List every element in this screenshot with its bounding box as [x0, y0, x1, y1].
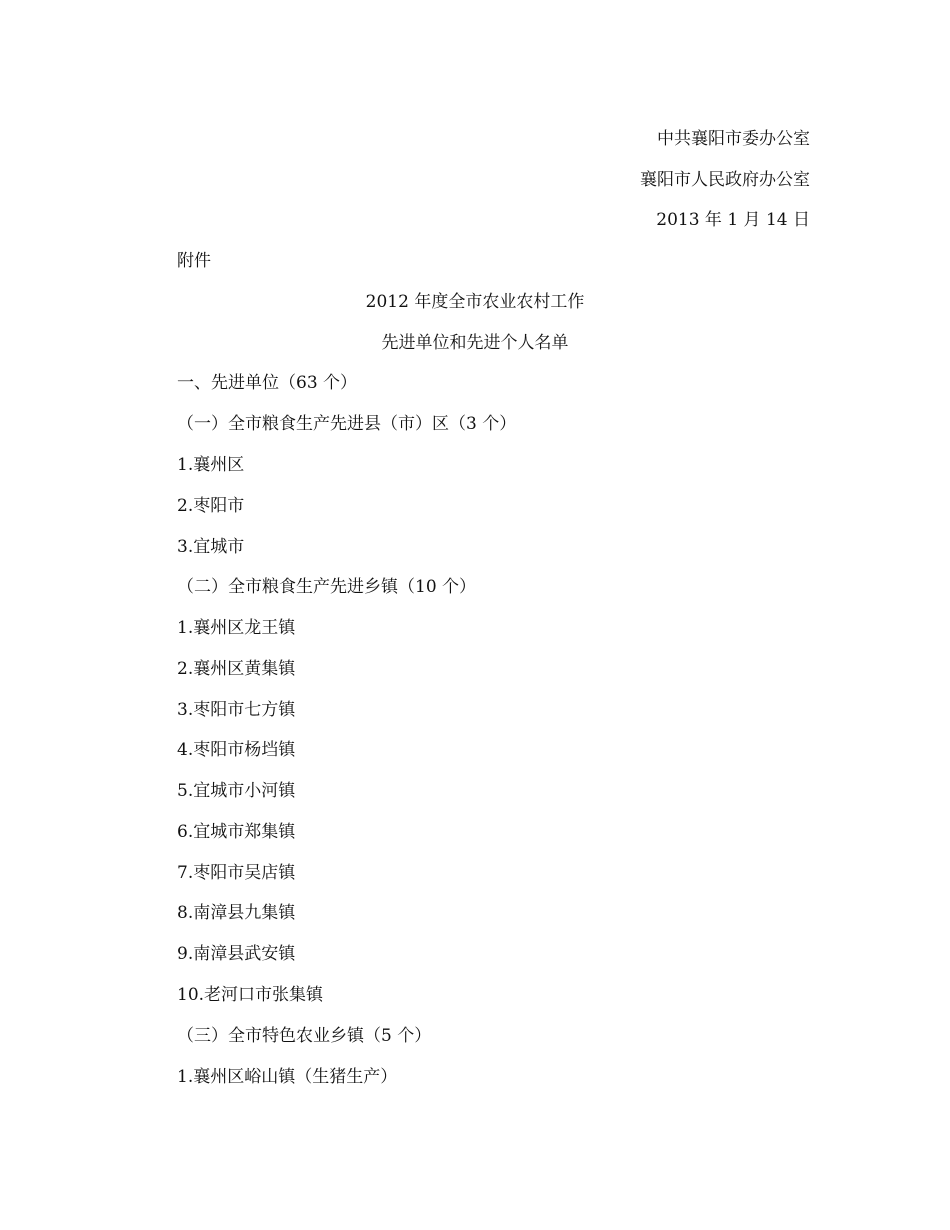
document-title-line-2: 先进单位和先进个人名单 — [381, 333, 569, 353]
document-title-line-1: 2012 年度全市农业农村工作 — [365, 292, 585, 312]
list-item: 3.宜城市 — [177, 537, 245, 557]
signature-org-2: 襄阳市人民政府办公室 — [640, 170, 810, 190]
list-item: 6.宜城市郑集镇 — [177, 822, 296, 842]
list-item: 4.枣阳市杨垱镇 — [177, 740, 296, 760]
list-item: 7.枣阳市吴店镇 — [177, 863, 296, 883]
list-item: 10.老河口市张集镇 — [177, 985, 324, 1005]
list-item: 8.南漳县九集镇 — [177, 903, 296, 923]
list-item: 3.枣阳市七方镇 — [177, 700, 296, 720]
section-heading: 一、先进单位（63 个） — [177, 373, 358, 393]
group-heading: （一）全市粮食生产先进县（市）区（3 个） — [177, 414, 517, 434]
attachment-label: 附件 — [177, 251, 211, 271]
signature-org-1: 中共襄阳市委办公室 — [657, 129, 810, 149]
list-item: 5.宜城市小河镇 — [177, 781, 296, 801]
group-heading: （三）全市特色农业乡镇（5 个） — [177, 1026, 432, 1046]
group-heading: （二）全市粮食生产先进乡镇（10 个） — [177, 577, 477, 597]
signature-date: 2013 年 1 月 14 日 — [656, 210, 810, 230]
list-item: 1.襄州区峪山镇（生猪生产） — [177, 1067, 398, 1087]
list-item: 2.枣阳市 — [177, 496, 245, 516]
list-item: 1.襄州区 — [177, 455, 245, 475]
list-item: 9.南漳县武安镇 — [177, 944, 296, 964]
list-item: 2.襄州区黄集镇 — [177, 659, 296, 679]
list-item: 1.襄州区龙王镇 — [177, 618, 296, 638]
